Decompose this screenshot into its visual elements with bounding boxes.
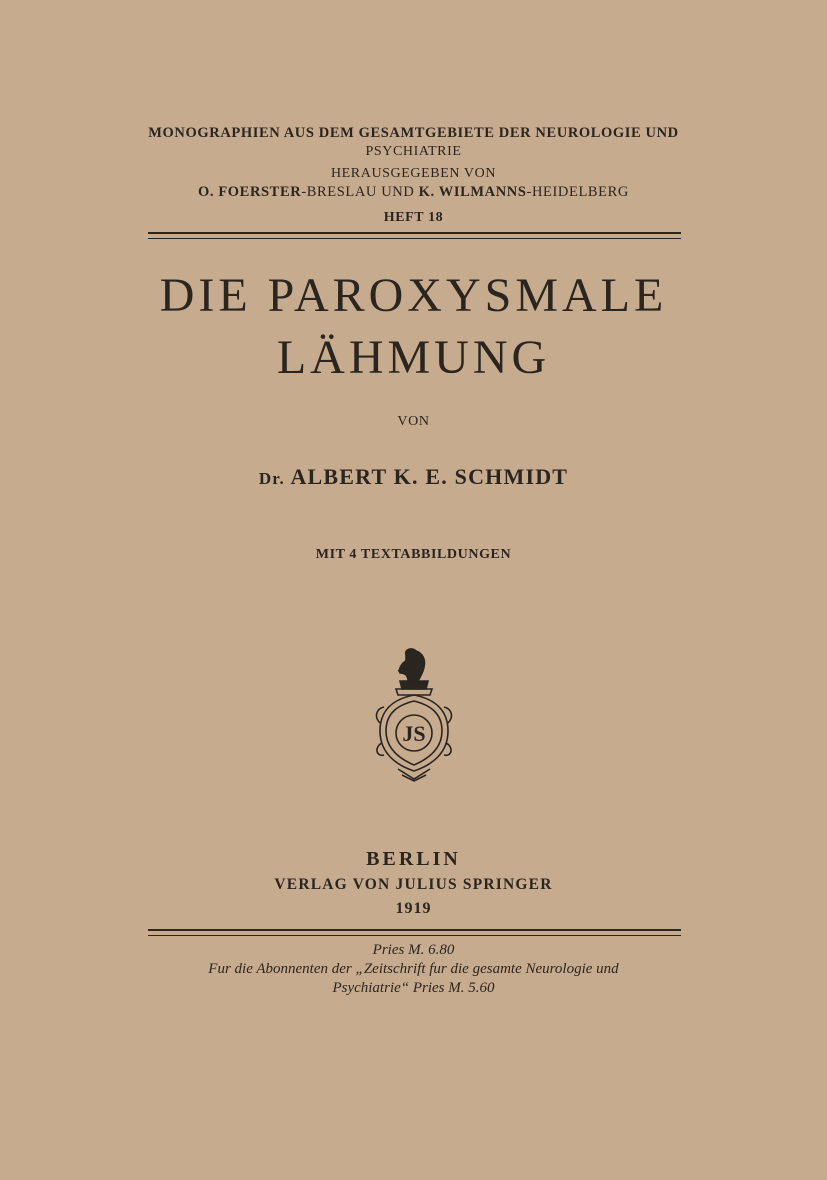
editor1-place: -BRESLAU UND	[301, 184, 419, 200]
bottom-divider	[148, 929, 681, 936]
author-name: ALBERT K. E. SCHMIDT	[290, 464, 569, 489]
springer-knight-emblem-icon	[372, 647, 456, 783]
price-note: Pries M. 6.80	[372, 942, 455, 958]
editors-intro: HERAUSGEGEBEN VON	[330, 166, 497, 181]
byline-von: VON	[397, 414, 430, 429]
editor1-name: O. FOERSTER	[198, 184, 302, 200]
subscriber-price-line1: Fur die Abonnenten der „Zeitschrift fur die gesamte Neurologie und	[208, 961, 619, 977]
publisher-city: BERLIN	[366, 848, 461, 870]
editor2-place: -HEIDELBERG	[526, 184, 629, 200]
publisher-name: VERLAG VON JULIUS SPRINGER	[274, 876, 553, 893]
top-divider	[148, 232, 681, 239]
series-title-line1: MONOGRAPHIEN AUS DEM GESAMTGEBIETE DER NEUROLOGIE UND	[148, 125, 679, 141]
illustrations-note: MIT 4 TEXTABBILDUNGEN	[315, 547, 512, 562]
series-title-line2: PSYCHIATRIE	[365, 144, 462, 159]
book-title-line2: LÄHMUNG	[276, 331, 551, 384]
author-prefix: Dr.	[258, 469, 285, 488]
editors-line	[0, 184, 827, 201]
book-title-line1: DIE PAROXYSMALE	[159, 269, 668, 322]
author-line	[0, 464, 827, 490]
issue-number: HEFT 18	[383, 210, 444, 225]
logo-monogram: JS	[402, 721, 426, 746]
publication-year: 1919	[395, 900, 432, 917]
editor2-name: K. WILMANNS	[418, 184, 527, 200]
subscriber-price-line2: Psychiatrie“ Pries M. 5.60	[332, 980, 495, 996]
